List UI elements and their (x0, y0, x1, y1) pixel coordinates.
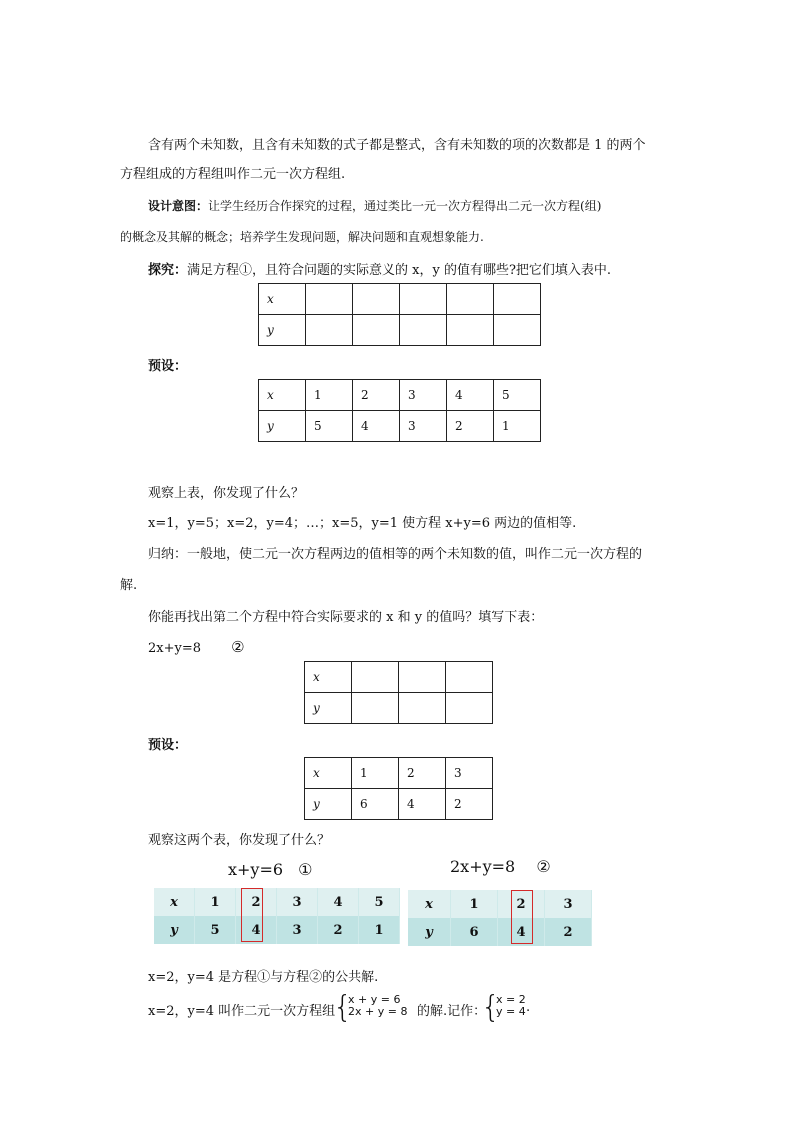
equation-2: 2x+y=8 (148, 641, 202, 656)
table-cell[interactable] (353, 284, 400, 315)
preset-label-2: 预设： (148, 738, 188, 753)
table-cell: 6 (352, 789, 399, 820)
table-cell: 1 (306, 380, 353, 411)
final-middle: 的解.记作： (417, 1004, 487, 1019)
table-cell: 4 (353, 411, 400, 442)
table-cell[interactable] (352, 662, 399, 693)
table-row (154, 916, 400, 944)
table-header-x: x (408, 890, 451, 918)
compare-mark-1: ① (298, 860, 313, 879)
table-row (408, 890, 592, 918)
table-row (259, 315, 541, 346)
table-header-x: x (259, 284, 306, 315)
table-cell[interactable] (353, 315, 400, 346)
table-header-x: x (305, 758, 352, 789)
table-cell: 4 (236, 916, 277, 944)
explore-line (148, 259, 611, 278)
table-cell[interactable] (447, 315, 494, 346)
table-cell: 2 (318, 916, 359, 944)
table-cell: 3 (446, 758, 493, 789)
solution-equation-2: y = 4 (496, 1005, 526, 1018)
preset-label-1: 预设： (148, 359, 188, 374)
table-cell: 3 (277, 916, 318, 944)
common-solution-line: x=2，y=4 是方程①与方程②的公共解. (148, 970, 379, 985)
table-cell: 1 (451, 890, 498, 918)
table-row (305, 758, 493, 789)
table-cell: 1 (195, 888, 236, 916)
table-cell[interactable] (400, 315, 447, 346)
table-cell: 4 (399, 789, 446, 820)
table-cell: 2 (353, 380, 400, 411)
table-cell[interactable] (306, 315, 353, 346)
table-cell: 3 (545, 890, 592, 918)
compare-table-1 (154, 888, 400, 944)
table-row (305, 693, 493, 724)
table-cell[interactable] (399, 693, 446, 724)
table-filled-2 (304, 757, 493, 820)
table-cell: 4 (318, 888, 359, 916)
observe-question-2: 观察这两个表，你发现了什么？ (148, 833, 331, 848)
table-header-y: y (408, 918, 451, 946)
table-cell: 3 (277, 888, 318, 916)
result-line-1: x=1，y=5；x=2，y=4；…；x=5，y=1 使方程 x+y=6 两边的值相等. (148, 516, 577, 531)
table-cell: 2 (545, 918, 592, 946)
table-cell: 2 (236, 888, 277, 916)
design-intent-line-2: 的概念及其解的概念；培养学生发现问题，解决问题和直观想象能力. (120, 230, 484, 244)
table-row (408, 918, 592, 946)
table-cell: 2 (498, 890, 545, 918)
compare-title-2 (450, 857, 551, 876)
table-cell: 4 (447, 380, 494, 411)
table-header-y: y (259, 411, 306, 442)
brace-solution: { (481, 990, 501, 1025)
table-cell: 2 (447, 411, 494, 442)
table-cell: 1 (352, 758, 399, 789)
final-end: . (526, 1000, 531, 1015)
table-cell[interactable] (306, 284, 353, 315)
design-intent-text-1: 让学生经历合作探究的过程，通过类比一元一次方程得出二元一次方程(组) (208, 199, 602, 213)
compare-table-2 (408, 890, 592, 946)
compare-mark-2: ② (536, 857, 551, 876)
compare-equation-1: x+y=6 (228, 860, 284, 879)
table-cell: 2 (399, 758, 446, 789)
table-empty-2 (304, 661, 493, 724)
highlight-box-2 (511, 890, 533, 944)
solution-system (496, 994, 526, 1018)
design-intent-label: 设计意图： (148, 199, 209, 213)
system-equation-1: x + y = 6 (348, 993, 401, 1006)
table-row (305, 789, 493, 820)
highlight-box-1 (241, 888, 263, 942)
table-row (259, 284, 541, 315)
table-cell[interactable] (494, 315, 541, 346)
equation-system (348, 994, 407, 1018)
table-cell[interactable] (352, 693, 399, 724)
observe-question-1: 观察上表，你发现了什么？ (148, 486, 305, 501)
explore-label: 探究： (148, 263, 188, 278)
definition-line-1: 含有两个未知数，且含有未知数的式子都是整式，含有未知数的项的次数都是 1 的两个 (148, 138, 646, 153)
table-cell: 5 (359, 888, 400, 916)
summary-line-1: 归纳：一般地，使二元一次方程两边的值相等的两个未知数的值，叫作二元一次方程的 (148, 547, 643, 562)
solution-equation-1: x = 2 (496, 993, 526, 1006)
table-header-x: x (154, 888, 195, 916)
equation-2-line (148, 638, 245, 656)
compare-equation-2: 2x+y=8 (450, 857, 516, 876)
definition-line-2: 方程组成的方程组叫作二元一次方程组. (120, 167, 346, 182)
table-cell: 2 (446, 789, 493, 820)
table-header-y: y (305, 789, 352, 820)
compare-title-1 (228, 860, 313, 879)
table-header-y: y (305, 693, 352, 724)
table-cell: 6 (451, 918, 498, 946)
system-equation-2: 2x + y = 8 (348, 1005, 408, 1018)
table-cell: 5 (306, 411, 353, 442)
table-cell: 3 (400, 411, 447, 442)
table-cell[interactable] (446, 662, 493, 693)
table-cell[interactable] (446, 693, 493, 724)
table-cell: 4 (498, 918, 545, 946)
table-cell: 1 (359, 916, 400, 944)
table-cell[interactable] (400, 284, 447, 315)
table-row (154, 888, 400, 916)
table-header-y: y (154, 916, 195, 944)
brace-system: { (333, 990, 353, 1025)
final-prefix: x=2，y=4 叫作二元一次方程组 (148, 1004, 336, 1019)
table-cell: 1 (494, 411, 541, 442)
table-row (305, 662, 493, 693)
design-intent-line-1 (148, 197, 601, 214)
question-line-2: 你能再找出第二个方程中符合实际要求的 x 和 y 的值吗？填写下表： (148, 610, 544, 625)
table-cell[interactable] (447, 284, 494, 315)
explore-text: 满足方程①，且符合问题的实际意义的 x，y 的值有哪些?把它们填入表中. (187, 263, 612, 278)
table-header-y: y (259, 315, 306, 346)
table-header-x: x (305, 662, 352, 693)
table-cell[interactable] (399, 662, 446, 693)
table-cell: 5 (494, 380, 541, 411)
table-row (259, 380, 541, 411)
table-header-x: x (259, 380, 306, 411)
table-row (259, 411, 541, 442)
summary-line-2: 解. (120, 578, 138, 593)
table-cell: 3 (400, 380, 447, 411)
table-cell[interactable] (494, 284, 541, 315)
table-filled-1 (258, 379, 541, 442)
table-cell: 5 (195, 916, 236, 944)
table-empty-1 (258, 283, 541, 346)
equation-2-mark: ② (231, 638, 245, 656)
